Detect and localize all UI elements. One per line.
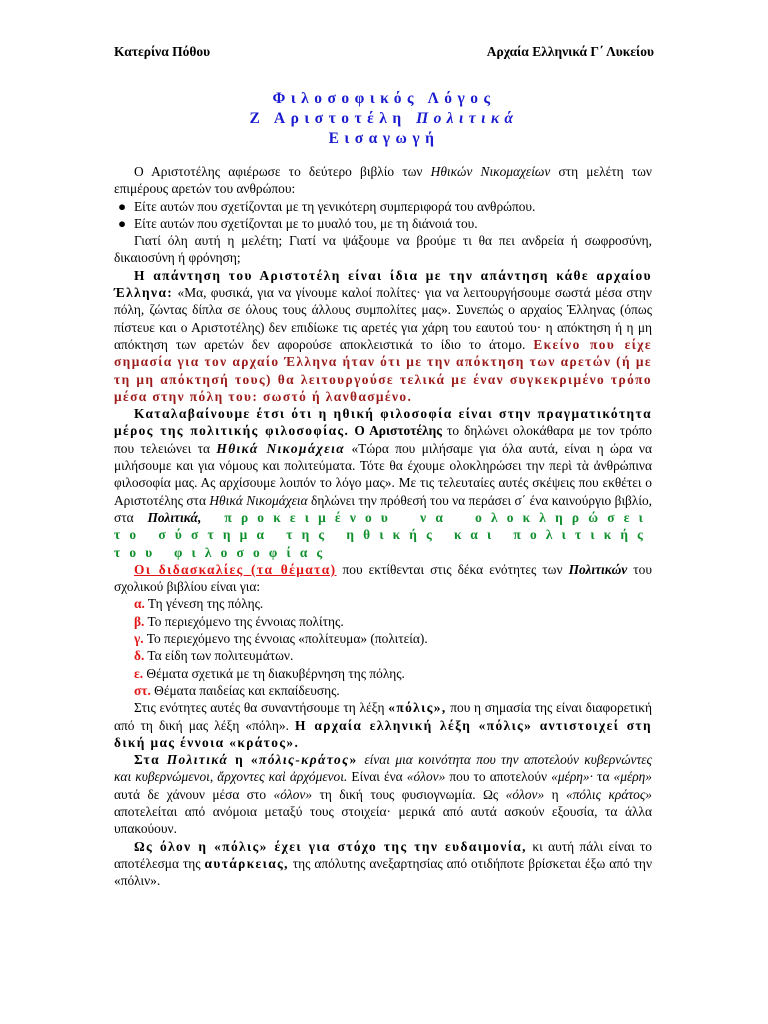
list-marker: ε. (134, 665, 144, 681)
text-run: του σχολικού βιβλίου είναι για: (114, 561, 652, 595)
list-marker: στ. (134, 682, 151, 698)
list-text: Τα είδη των πολιτευμάτων. (144, 648, 294, 664)
paragraph-answer (114, 267, 652, 405)
title-line-2-b: Πολιτικά (416, 110, 519, 127)
text-run: Ηθικών Νικομαχείων (430, 164, 551, 179)
text-run: που εκτίθενται στις δέκα ενότητες των (336, 561, 569, 577)
document-body (114, 163, 652, 889)
list-item (134, 665, 652, 682)
text-run: Ο Αριστοτέλης αφιέρωσε το δεύτερο βιβλίο των (134, 164, 431, 179)
text-run: είναι μια κοινότητα που την αποτελούν κυβερνώντες και κυβερνώμενοι, ἄρχοντες καὶ ἀρχόμενοι. (114, 752, 652, 785)
text-run: πόλις-κράτος (258, 752, 350, 768)
list-item (134, 613, 652, 630)
bullet-dot-icon: ● (118, 215, 127, 231)
text-run: «μέρη»· (551, 769, 593, 785)
text-run: το δηλώνει ολοκάθαρα με τον τρόπο που τελειώνει τα (114, 423, 652, 456)
text-run: Πολιτικά (166, 752, 229, 768)
text-run: τα (592, 769, 614, 785)
paragraph-question: Γιατί όλη αυτή η μελέτη; Γιατί να ψάξουμε να βρούμε τι θα πει ανδρεία ή σωφροσύνη, δικαιοσύνη ή φρόνηση; (114, 233, 652, 266)
list-marker: β. (134, 613, 145, 629)
text-run: Πολιτικών (568, 561, 628, 577)
list-text: Το περιεχόμενο της έννοιας «πολίτευμα» (πολιτεία). (143, 631, 428, 647)
list-marker: γ. (134, 631, 144, 647)
list-item (134, 682, 652, 699)
list-item (134, 630, 652, 647)
text-run: Στις ενότητες αυτές θα συναντήσουμε τη λέξη (134, 700, 389, 716)
title-line-1: Φιλοσοφικός Λόγος (272, 90, 496, 107)
list-text: Το περιεχόμενο της έννοιας πολίτης. (144, 613, 344, 629)
text-run: «μέρη» (613, 769, 653, 785)
text-run: Ο Αριστοτέλης (349, 423, 442, 439)
paragraph-ethics (114, 405, 652, 561)
text-run: που το αποτελούν (445, 769, 552, 785)
text-run: Ηθικά Νικομάχεια (209, 492, 308, 508)
text-run: η « (228, 752, 259, 768)
text-run: αποτελείται από ανόμοια μεταξύ τους στοιχεία· μερικά από αυτά ασκούν εξουσία, τα άλλα υπακούουν. (114, 803, 652, 837)
list-marker: α. (134, 596, 145, 612)
bullet-item (114, 198, 652, 215)
text-run: η (544, 786, 567, 802)
text-run: Ηθικά Νικομάχεια (216, 440, 346, 456)
text-run: Η απάντηση του Αριστοτέλη είναι ίδια με την απάντηση κάθε αρχαίου Έλληνα: (114, 267, 652, 301)
page-header (114, 44, 654, 62)
text-run: δηλώνει την πρόθεσή του να περάσει σ΄ ένα καινούργιο βιβλίο, στα (114, 492, 653, 525)
text-run: Ως όλον η «πόλις» έχει για στόχο της την ευδαιμονία, (134, 838, 527, 854)
text-run: «πόλις», (388, 700, 447, 716)
paragraph-topics (114, 561, 652, 596)
list-marker: δ. (134, 648, 145, 664)
text-run: «Μα, φυσικά, για να γίνουμε καλοί πολίτες· για να λειτουργήσουμε σωστά μέσα στην πόλη, ζώντας δίπλα σε όλους τους άλλους συμπολίτες μας». Συνεπώς ο αρχαίος Έλληνας (όπως πίστευε και ο Αριστοτέλης) δεν επιδίωκε τις αρετές για χάρη του εαυτού του· η απόκτηση ή η μη απόκτηση των αρετών δεν αφορούσε αποκλειστικά το ίδιο το άτομο. (114, 285, 652, 352)
paragraph-polis (114, 699, 652, 751)
text-run: αυτά δε χάνουν μέσα στο (114, 786, 274, 802)
text-run: «Τώρα που μιλήσαμε για όλα αυτά, είναι η ώρα να μιλήσουμε και για νόμους και πολιτεύματα. Τότε θα έχουμε ολοκληρώσει την περὶ τὰ ἀνθρώπινα φιλοσοφία μας. Ας αρχίσουμε λοιπόν το λόγο μας». Με τις τελευταίες αυτές σκέψεις που εκθέτει ο Αριστοτέλης στα (114, 440, 652, 508)
text-run: » (349, 752, 365, 768)
text-run: Πολιτικά, (147, 509, 202, 525)
text-run: της απόλυτης ανεξαρτησίας από οτιδήποτε βρίσκεται έξω από την «πόλιν». (114, 855, 652, 889)
paragraph-eudaimonia (114, 838, 652, 890)
text-run: τη δική τους φυσιογνωμία. Ως (312, 786, 506, 802)
text-run: στη μελέτη των επιμέρους αρετών του ανθρώπου: (114, 164, 652, 197)
list-text: Θέματα παιδείας και εκπαίδευσης. (150, 682, 340, 698)
text-run: Εκείνο που είχε σημασία για τον αρχαίο Έλληνα ήταν ότι με την απόκτηση των αρετών (ή με τη μη απόκτησή τους) θα λειτουργούσε τελικά με έναν συγκεκριμένο τρόπο μέσα στην πόλη του: σωστό ή λανθασμένο. (114, 336, 653, 404)
text-run: «όλον» (505, 786, 545, 802)
text-run: κι αυτή πάλι είναι το αποτέλεσμα της (114, 838, 652, 871)
text-run: προκειμένου να ολοκληρώσει το σύστημα της ηθικής και πολιτικής του φιλοσοφίας (114, 509, 652, 560)
list-item (134, 595, 652, 612)
bullet-text: Είτε αυτών που σχετίζονται με τη γενικότερη συμπεριφορά του ανθρώπου. (134, 198, 536, 214)
list-text: Τη γένεση της πόλης. (144, 596, 264, 612)
list-text: Θέματα σχετικά με τη διακυβέρνηση της πόλης. (143, 665, 405, 681)
text-run: «όλον» (406, 769, 446, 785)
topics-list (114, 595, 652, 699)
header-course: Αρχαία Ελληνικά Γ΄ Λυκείου (486, 44, 654, 59)
paragraph-politika (114, 751, 652, 837)
text-run: Καταλαβαίνουμε έτσι ότι η ηθική φιλοσοφία είναι στην πραγματικότητα μέρος της πολιτικής φιλοσοφίας. (114, 406, 652, 439)
text-run: Οι διδασκαλίες (τα θέματα) (134, 561, 337, 577)
title-line-2 (114, 110, 654, 128)
text-run: αυτάρκειας, (204, 855, 289, 871)
bullet-item (114, 215, 652, 232)
text-run: Η αρχαία ελληνική λέξη «πόλις» αντιστοιχεί στη δική μας έννοια «κράτος». (114, 717, 652, 750)
text-run: που η σημασία της είναι διαφορετική από τη δική μας λέξη «πόλη». (114, 700, 652, 733)
bullet-dot-icon: ● (118, 198, 127, 214)
text-run: «όλον» (273, 786, 313, 802)
title-line-2-a: Ζ Αριστοτέλη (249, 110, 417, 127)
text-run: «πόλις κράτος» (566, 786, 653, 802)
text-run: Είναι ένα (347, 769, 407, 785)
bullet-text: Είτε αυτών που σχετίζονται με το μυαλό του, με τη διάνοιά του. (134, 215, 478, 231)
text-run: Στα (134, 752, 167, 768)
list-item (134, 647, 652, 664)
paragraph-intro (114, 163, 652, 198)
title-line-3: Εισαγωγή (328, 130, 440, 147)
header-author: Κατερίνα Πόθου (114, 44, 211, 59)
